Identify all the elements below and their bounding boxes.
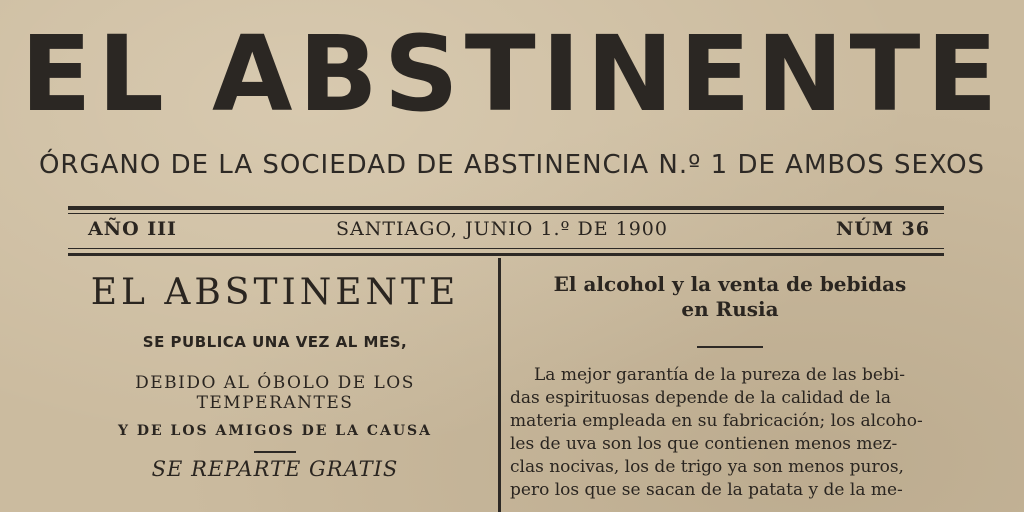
bottom-rule-thick [68,253,944,256]
column-divider [498,258,501,512]
article-line: La mejor garantía de la pureza de las bebi- [534,365,905,385]
bottom-rule-thin [68,248,944,249]
funding-note: DEBIDO AL ÓBOLO DE LOS TEMPERANTES [135,373,415,413]
top-rule-thin [68,213,944,214]
article-title-rule [697,346,763,348]
friends-note: Y DE LOS AMIGOS DE LA CAUSA [117,423,433,439]
top-rule-thick [68,206,944,210]
article-line: les de uva son los que contienen menos mez- [510,434,898,454]
left-short-rule [254,451,296,453]
free-distribution-note: SE REPARTE GRATIS [151,457,399,481]
masthead-subtitle: ÓRGANO DE LA SOCIEDAD DE ABSTINENCIA N.º 1 DE AMBOS SEXOS [38,150,986,180]
issue-year: AÑO III [88,218,177,240]
article-body [510,364,950,502]
issue-place-date: SANTIAGO, JUNIO 1.º DE 1900 [336,218,668,240]
article-line: materia empleada en su fabricación; los alcoho- [510,411,923,431]
article-title-line-1: El alcohol y la venta de bebidas [553,272,907,296]
masthead-title: EL ABSTINENTE [20,13,1004,135]
article-line: das espirituosas depende de la calidad de la [510,388,892,408]
article-title-line-2: en Rusia [681,297,779,321]
article-column [510,272,950,502]
publication-frequency: SE PUBLICA UNA VEZ AL MES, [142,333,408,351]
article-line: clas nocivas, los de trigo ya son menos puros, [510,457,904,477]
left-column-title: EL ABSTINENTE [90,272,460,313]
article-line: pero los que se sacan de la patata y de la me- [510,480,903,500]
issue-info-row [88,216,930,246]
left-column [60,264,490,481]
issue-number: NÚM 36 [835,218,930,240]
article-title [510,272,950,322]
